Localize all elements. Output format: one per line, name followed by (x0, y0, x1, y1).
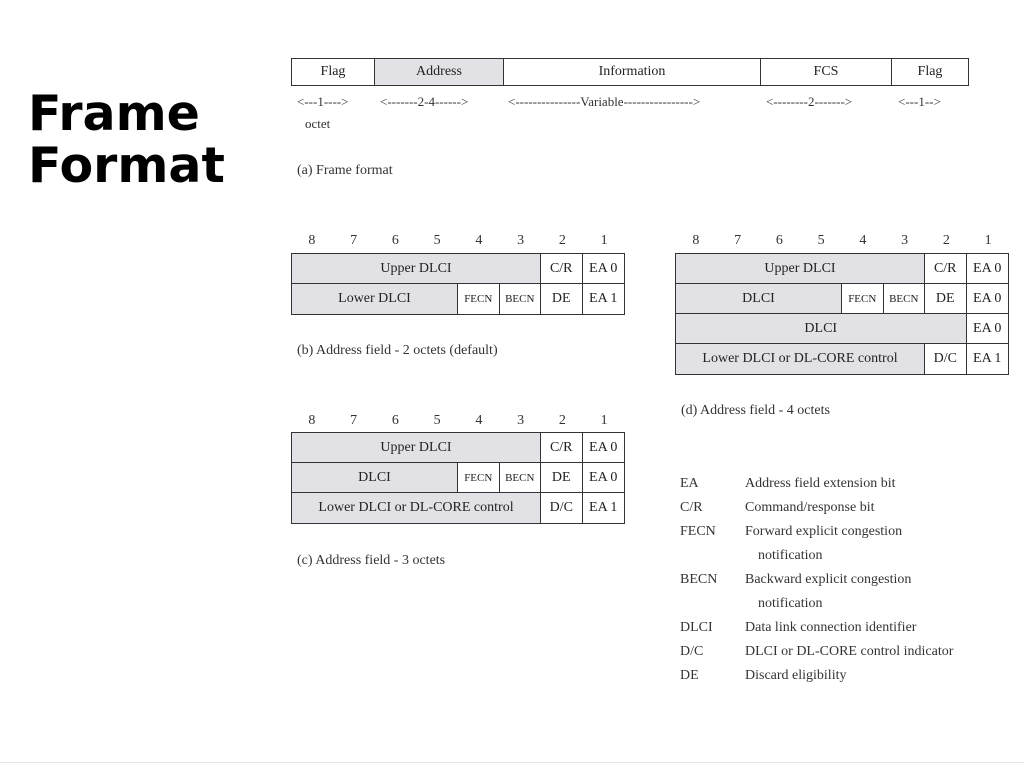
bit-number-6: 6 (391, 233, 399, 248)
legend-description: Address field extension bit (745, 476, 896, 491)
frame-size-unit: octet (305, 116, 331, 131)
field-becn: BECN (500, 463, 542, 493)
field-becn: BECN (500, 284, 542, 314)
field-ea-1: EA 1 (589, 291, 618, 306)
legend-item-c-r (680, 496, 1010, 520)
bit-number-4: 4 (475, 413, 483, 428)
bit-number-2: 2 (942, 233, 950, 248)
legend-description: Command/response bit (745, 500, 875, 515)
frame-field-information: Information (504, 59, 761, 86)
legend-abbr: D/C (680, 644, 704, 659)
slide-title (28, 85, 278, 194)
legend-description: Backward explicit congestion notification (745, 572, 912, 611)
field-fecn: FECN (842, 284, 884, 314)
legend-item-ea (680, 472, 1010, 496)
field-becn: BECN (884, 284, 926, 314)
field-dlci: DLCI (676, 314, 967, 344)
bit-number-5: 5 (433, 413, 441, 428)
field-ea-0: EA 0 (583, 433, 625, 463)
caption-address-4-octets: (d) Address field - 4 octets (681, 403, 830, 418)
field-ea-0: EA 0 (583, 254, 625, 284)
bit-numbers-b (291, 233, 625, 251)
frame-format-table (291, 58, 969, 86)
field-upper-dlci: Upper DLCI (292, 433, 541, 463)
caption-address-2-octets: (b) Address field - 2 octets (default) (297, 343, 498, 358)
bit-number-3: 3 (901, 233, 909, 248)
bit-number-8: 8 (308, 413, 316, 428)
frame-field-fcs: FCS (761, 59, 892, 86)
frame-size-flag-end: <---1--> (898, 94, 941, 109)
field-d-c: D/C (925, 344, 967, 374)
field-fecn: FECN (458, 463, 500, 493)
bit-number-6: 6 (391, 413, 399, 428)
bit-number-7: 7 (734, 233, 742, 248)
bit-number-4: 4 (475, 233, 483, 248)
bit-number-8: 8 (692, 233, 700, 248)
field-dlci: DLCI (676, 284, 842, 314)
field-lower-dlci: Lower DLCI (292, 284, 458, 314)
bit-number-4: 4 (859, 233, 867, 248)
bit-number-1: 1 (984, 233, 992, 248)
frame-field-address: Address (375, 59, 504, 86)
bit-number-5: 5 (817, 233, 825, 248)
legend-abbr: FECN (680, 524, 716, 539)
legend-description: Forward explicit congestion notification (745, 524, 903, 563)
field-d-c: D/C (541, 493, 583, 523)
abbreviation-legend (680, 472, 1010, 688)
legend-abbr: DLCI (680, 620, 713, 635)
legend-description: Discard eligibility (745, 668, 847, 683)
caption-frame-format: (a) Frame format (297, 163, 393, 178)
field-ea-0: EA 0 (967, 284, 1009, 314)
field-ea-0: EA 0 (967, 254, 1009, 284)
frame-size-fcs: <--------2-------> (766, 94, 853, 109)
bit-number-2: 2 (558, 233, 566, 248)
address-field-3-octets (291, 432, 625, 524)
field-upper-dlci: Upper DLCI (292, 254, 541, 284)
legend-item-becn (680, 568, 1010, 616)
bit-numbers-c (291, 413, 625, 431)
field-dlci: DLCI (292, 463, 458, 493)
field-de: DE (541, 463, 583, 493)
legend-item-d-c (680, 640, 1010, 664)
legend-item-fecn (680, 520, 1010, 568)
field-lower-dlci-or-dl-core-control: Lower DLCI or DL-CORE control (676, 344, 925, 374)
slide-title-line-1: Frame (28, 85, 200, 142)
legend-description: Data link connection identifier (745, 620, 917, 635)
field-lower-dlci-or-dl-core-control: Lower DLCI or DL-CORE control (292, 493, 541, 523)
frame-size-flag-start: <---1----> (297, 94, 349, 109)
bit-number-5: 5 (433, 233, 441, 248)
legend-item-de (680, 664, 1010, 688)
bit-number-3: 3 (517, 233, 525, 248)
field-de: DE (925, 284, 967, 314)
frame-field-flag-start: Flag (292, 59, 375, 86)
field-ea-0: EA 0 (967, 314, 1009, 344)
bit-number-1: 1 (600, 233, 608, 248)
field-ea-1: EA 1 (973, 351, 1002, 366)
legend-abbr: DE (680, 668, 699, 683)
field-c-r: C/R (541, 254, 583, 284)
field-de: DE (541, 284, 583, 314)
field-c-r: C/R (925, 254, 967, 284)
field-c-r: C/R (541, 433, 583, 463)
field-ea-1: EA 1 (589, 500, 618, 515)
frame-size-information: <---------------Variable----------------> (508, 94, 701, 109)
field-fecn: FECN (458, 284, 500, 314)
legend-item-dlci (680, 616, 1010, 640)
bit-number-3: 3 (517, 413, 525, 428)
frame-size-address: <-------2-4------> (380, 94, 469, 109)
field-ea-0: EA 0 (583, 463, 625, 493)
bit-number-7: 7 (350, 233, 358, 248)
caption-address-3-octets: (c) Address field - 3 octets (297, 553, 446, 568)
frame-field-flag-end: Flag (892, 59, 969, 86)
slide-title-line-2: Format (28, 137, 225, 194)
field-upper-dlci: Upper DLCI (676, 254, 925, 284)
bit-number-2: 2 (558, 413, 566, 428)
bottom-divider (0, 762, 1024, 763)
legend-abbr: EA (680, 476, 699, 491)
legend-abbr: BECN (680, 572, 718, 587)
bit-number-7: 7 (350, 413, 358, 428)
legend-description: DLCI or DL-CORE control indicator (745, 644, 954, 659)
bit-number-6: 6 (775, 233, 783, 248)
address-field-4-octets (675, 253, 1009, 375)
legend-abbr: C/R (680, 500, 703, 515)
bit-number-1: 1 (600, 413, 608, 428)
bit-number-8: 8 (308, 233, 316, 248)
bit-numbers-d (675, 233, 1009, 251)
address-field-2-octets (291, 253, 625, 315)
